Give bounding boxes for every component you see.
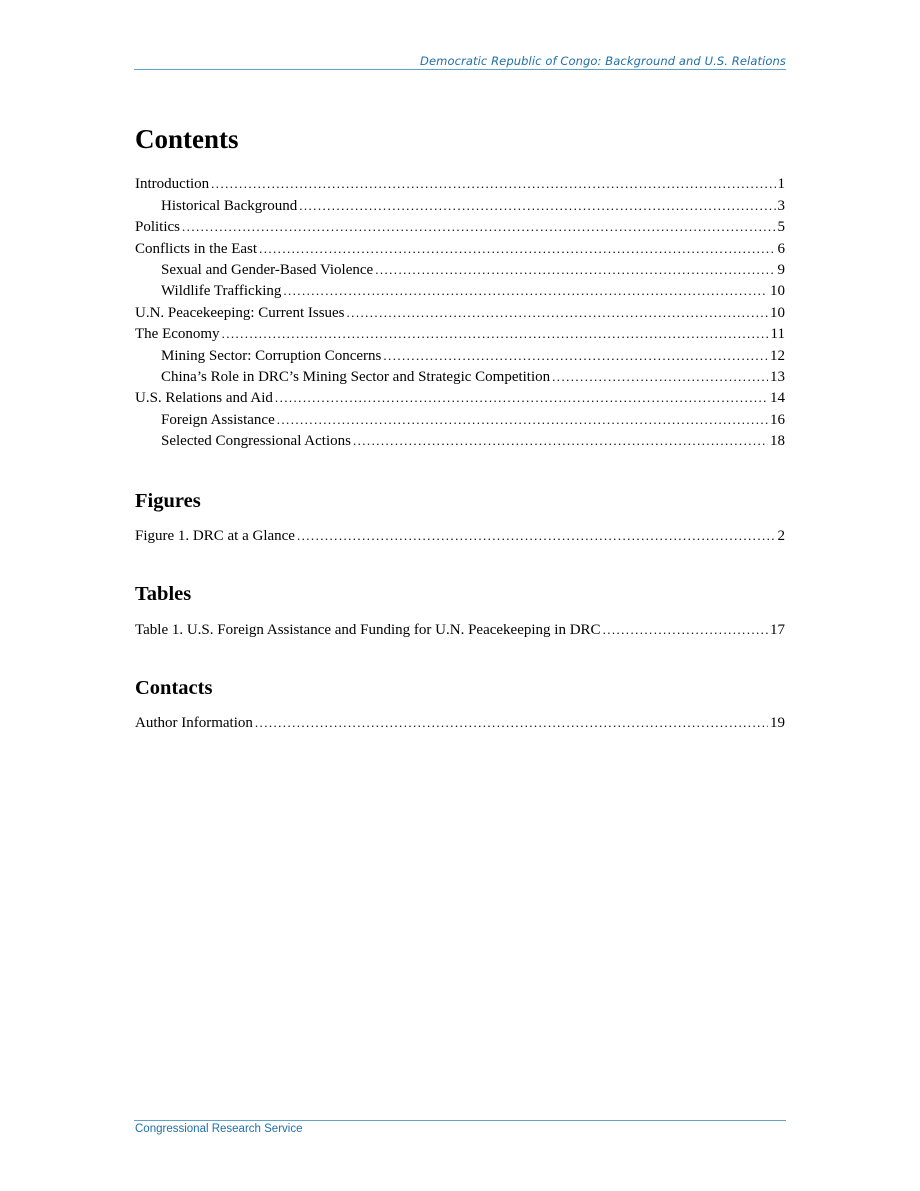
toc-entry-label: Selected Congressional Actions [161, 433, 351, 450]
toc-entry[interactable] [135, 302, 785, 324]
toc-entry-page: 13 [770, 369, 785, 386]
tables-heading: Tables [135, 583, 192, 605]
toc-entry-page: 18 [770, 433, 785, 450]
contacts-heading: Contacts [135, 677, 213, 699]
toc-entry[interactable] [135, 409, 785, 430]
toc-entry-label: Wildlife Trafficking [161, 283, 282, 300]
toc-entry[interactable] [135, 712, 785, 734]
toc-entry-page: 1 [777, 176, 785, 192]
toc-entry[interactable] [135, 216, 785, 238]
figures-heading: Figures [135, 490, 201, 512]
toc-entry-page: 5 [777, 218, 785, 235]
toc-entry-page: 14 [770, 390, 785, 407]
toc-entry[interactable] [135, 173, 785, 195]
toc-entry[interactable] [135, 430, 785, 451]
dot-leader [275, 387, 768, 408]
dot-leader [259, 238, 775, 259]
toc-entry-label: The Economy [135, 326, 220, 343]
toc-entry[interactable] [135, 387, 785, 409]
toc-entry-label: U.S. Relations and Aid [135, 390, 273, 407]
dot-leader [375, 259, 775, 280]
dot-leader [283, 280, 768, 301]
toc-entry-page: 19 [770, 715, 785, 731]
dot-leader [299, 195, 775, 216]
toc-entry-page: 11 [770, 326, 785, 343]
footer-rule [134, 1120, 786, 1121]
toc-entry[interactable] [135, 345, 785, 366]
toc-entry-label: U.N. Peacekeeping: Current Issues [135, 304, 345, 321]
toc-entry-label: Foreign Assistance [161, 412, 275, 429]
toc-entry-page: 6 [777, 240, 785, 257]
running-header: Democratic Republic of Congo: Background and U.S. Relations [420, 54, 786, 68]
tables-list [135, 619, 785, 641]
toc-entry[interactable] [135, 195, 785, 216]
dot-leader [347, 302, 768, 323]
dot-leader [222, 323, 769, 344]
toc-entry-label: Author Information [135, 715, 253, 731]
toc-entry-label: Sexual and Gender-Based Violence [161, 262, 374, 279]
dot-leader [255, 712, 768, 733]
toc-entry-label: Table 1. U.S. Foreign Assistance and Funding for U.N. Peacekeeping in DRC [135, 622, 601, 638]
contents-list [135, 173, 785, 451]
toc-entry[interactable] [135, 525, 785, 547]
running-footer: Congressional Research Service [135, 1123, 303, 1135]
toc-entry-label: Mining Sector: Corruption Concerns [161, 348, 382, 364]
contents-heading: Contents [135, 124, 239, 154]
toc-entry-page: 16 [770, 412, 785, 429]
toc-entry[interactable] [135, 366, 785, 387]
toc-entry-page: 9 [777, 262, 785, 279]
dot-leader [277, 409, 768, 430]
toc-entry[interactable] [135, 280, 785, 301]
dot-leader [211, 173, 775, 194]
toc-entry-label: China’s Role in DRC’s Mining Sector and Strategic Competition [161, 369, 551, 386]
toc-entry-label: Historical Background [161, 197, 298, 214]
toc-entry-page: 10 [770, 283, 785, 300]
toc-entry-page: 12 [770, 348, 785, 364]
toc-entry-page: 3 [777, 197, 785, 214]
dot-leader [297, 525, 776, 546]
dot-leader [603, 619, 768, 640]
toc-entry-label: Politics [135, 218, 181, 235]
figures-list [135, 525, 785, 547]
dot-leader [552, 366, 768, 387]
toc-entry[interactable] [135, 238, 785, 260]
dot-leader [383, 345, 768, 366]
contacts-list [135, 712, 785, 734]
dot-leader [182, 216, 775, 237]
toc-entry-label: Figure 1. DRC at a Glance [135, 528, 295, 544]
toc-entry[interactable] [135, 619, 785, 641]
toc-entry[interactable] [135, 259, 785, 280]
toc-entry-label: Conflicts in the East [135, 240, 258, 257]
header-rule [134, 69, 786, 70]
toc-entry-page: 17 [770, 622, 785, 638]
toc-entry-label: Introduction [135, 176, 210, 192]
toc-entry-page: 2 [777, 528, 785, 544]
toc-entry[interactable] [135, 323, 785, 345]
dot-leader [353, 430, 768, 451]
toc-entry-page: 10 [770, 304, 785, 321]
